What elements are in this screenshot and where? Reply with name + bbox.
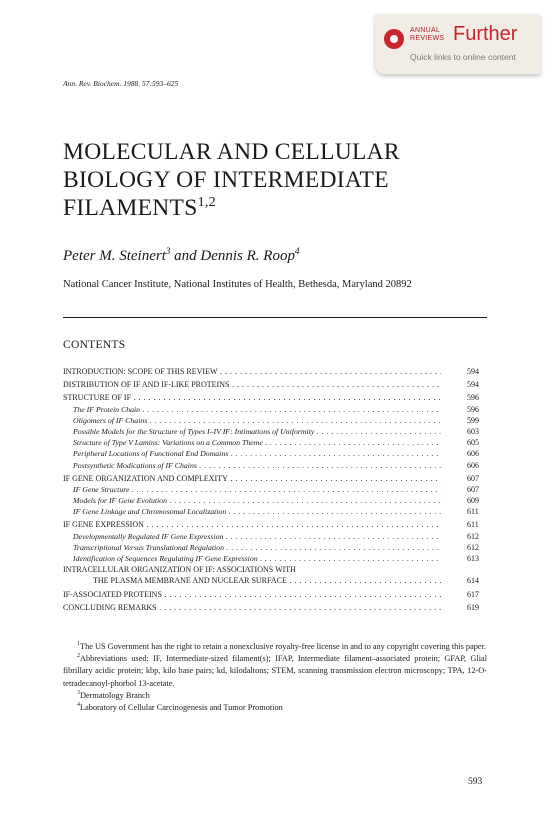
author-2: Dennis R. Roop (200, 248, 295, 264)
toc-entry-label: Peripheral Locations of Functional End Domains . . . (73, 448, 441, 459)
title-footnote-mark: 1,2 (197, 195, 216, 211)
toc-entry-label: IF GENE EXPRESSION . . . (63, 519, 441, 530)
toc-entry-label: Possible Models for the Structure of Types I–IV IF: Intimations of Uniformity . . . (73, 426, 441, 437)
toc-entry (63, 564, 487, 575)
toc-entry-page: 617 (467, 589, 479, 599)
toc-entry (63, 506, 487, 517)
footnote-mark: 1 (77, 641, 80, 648)
toc-entry-page: 611 (467, 507, 479, 517)
annual-reviews-logo-icon (384, 29, 404, 49)
toc-entry (63, 392, 487, 403)
toc-entry-label: DISTRIBUTION OF IF AND IF-LIKE PROTEINS . . . (63, 379, 441, 390)
toc-entry (63, 415, 487, 426)
toc-entry (63, 426, 487, 437)
toc-entry-page: 613 (467, 554, 479, 563)
footnote-mark: 3 (77, 690, 80, 697)
table-of-contents (63, 366, 487, 613)
toc-entry-label: INTRACELLULAR ORGANIZATION OF IF: ASSOCIATIONS WITH (63, 565, 296, 575)
toc-entry (63, 448, 487, 459)
footnote-text: Abbreviations used: IF, Intermediate-sized filament(s); IFAP, Intermediate filament–associated protein; GFAP, Glial fibrillary acidic protein; kbp, kilo base pairs; kd, kilodaltons; STEM, scanning transmission electron microscopy; TPA, 12-O-tetradecanoyl-phorbol 13-acetate. (63, 654, 487, 688)
toc-entry-page: 606 (467, 460, 479, 470)
footnote-text: The US Government has the right to retain a nonexclusive royalty-free license in and to any copyright covering this paper. (80, 642, 486, 651)
banner-tagline[interactable]: Quick links to online content (410, 52, 516, 62)
footnotes (63, 641, 487, 714)
toc-entry-label: IF GENE ORGANIZATION AND COMPLEXITY . . . (63, 473, 441, 484)
author-1: Peter M. Steinert (63, 248, 166, 264)
toc-entry (63, 437, 487, 448)
annual-reviews-further-banner[interactable] (375, 14, 540, 74)
toc-entry-page: 611 (467, 520, 479, 530)
toc-entry-label: STRUCTURE OF IF . . . (63, 392, 441, 403)
toc-entry (63, 366, 487, 377)
toc-entry (63, 542, 487, 553)
toc-entry-page: 606 (467, 449, 479, 459)
toc-entry (63, 553, 487, 564)
toc-entry-label: IF Gene Linkage and Chromosomal Localization . . . (73, 506, 441, 517)
banner-further-label: Further (453, 23, 518, 45)
title-line-3: FILAMENTS$^{1,2}$ (63, 195, 216, 221)
toc-entry-label: Models for IF Gene Evolution . . . (73, 495, 441, 506)
toc-entry (63, 460, 487, 471)
toc-entry (63, 473, 487, 484)
toc-entry-label: Postsynthetic Modications of IF Chains . . . (73, 460, 441, 471)
toc-entry-page: 599 (467, 415, 479, 425)
toc-entry-page: 607 (467, 473, 479, 483)
title-line-2: BIOLOGY OF INTERMEDIATE (63, 167, 389, 193)
toc-entry-page: 603 (467, 426, 479, 436)
toc-entry-label: IF Gene Structure . . . (73, 484, 441, 495)
affiliation: National Cancer Institute, National Institutes of Health, Bethesda, Maryland 20892 (63, 279, 412, 290)
toc-entry-label: Identification of Sequences Regulating IF Gene Expression . . . (73, 553, 441, 564)
toc-entry-page: 614 (467, 576, 479, 586)
footnote-text: Laboratory of Cellular Carcinogenesis and Tumor Promotion (80, 703, 283, 713)
footnote-2 (63, 653, 487, 690)
page-number: 593 (468, 777, 483, 787)
toc-entry-page: 605 (467, 438, 479, 448)
article-title (63, 138, 400, 222)
toc-entry-page: 612 (467, 542, 479, 552)
journal-citation: Ann. Rev. Biochem. 1988. 57:593–625 (63, 79, 179, 88)
toc-entry-page: 619 (467, 602, 479, 612)
footnote-1 (63, 641, 487, 653)
toc-entry-label: Structure of Type V Lamins: Variations on a Common Theme . . . (73, 437, 441, 448)
toc-entry-page: 607 (467, 484, 479, 494)
footnote-4 (63, 702, 487, 714)
toc-entry-label: Transcriptional Versus Translational Regulation . . . (73, 542, 441, 553)
toc-entry (63, 484, 487, 495)
toc-entry (63, 495, 487, 506)
footnote-mark: 2 (77, 653, 80, 660)
author-list (63, 248, 299, 265)
toc-entry-page: 594 (467, 367, 479, 376)
toc-entry-label: INTRODUCTION: SCOPE OF THIS REVIEW . . . (63, 366, 441, 377)
author-1-footnote-mark: 3 (165, 246, 171, 256)
toc-entry (63, 602, 487, 613)
toc-entry (63, 379, 487, 390)
toc-entry-label: Developmentally Regulated IF Gene Expression . . . (73, 531, 441, 542)
footnote-mark: 4 (77, 702, 80, 709)
toc-entry-label: The IF Protein Chain . . . (73, 404, 441, 415)
author-conjunction: and (170, 248, 201, 264)
divider-rule (63, 317, 487, 318)
footnote-3 (63, 690, 487, 702)
contents-heading: CONTENTS (63, 339, 126, 351)
toc-entry-label: Oligomers of IF Chains . . . (73, 415, 441, 426)
toc-entry (63, 575, 487, 586)
toc-entry-page: 596 (467, 404, 479, 414)
toc-entry-page: 594 (467, 380, 479, 390)
toc-entry-label: IF-ASSOCIATED PROTEINS . . . (63, 589, 441, 600)
banner-brand: ANNUAL REVIEWS (410, 27, 445, 42)
toc-entry (63, 404, 487, 415)
footnote-text: Dermatology Branch (80, 690, 150, 700)
toc-entry-page: 609 (467, 496, 479, 506)
toc-entry-label: CONCLUDING REMARKS . . . (63, 602, 441, 613)
toc-entry (63, 589, 487, 600)
author-2-footnote-mark: 4 (294, 246, 300, 256)
toc-entry (63, 519, 487, 530)
toc-entry-label: THE PLASMA MEMBRANE AND NUCLEAR SURFACE . . . (93, 575, 441, 586)
toc-entry (63, 531, 487, 542)
toc-entry-page: 612 (467, 531, 479, 541)
toc-entry-page: 596 (467, 393, 479, 403)
title-line-1: MOLECULAR AND CELLULAR (63, 139, 400, 165)
